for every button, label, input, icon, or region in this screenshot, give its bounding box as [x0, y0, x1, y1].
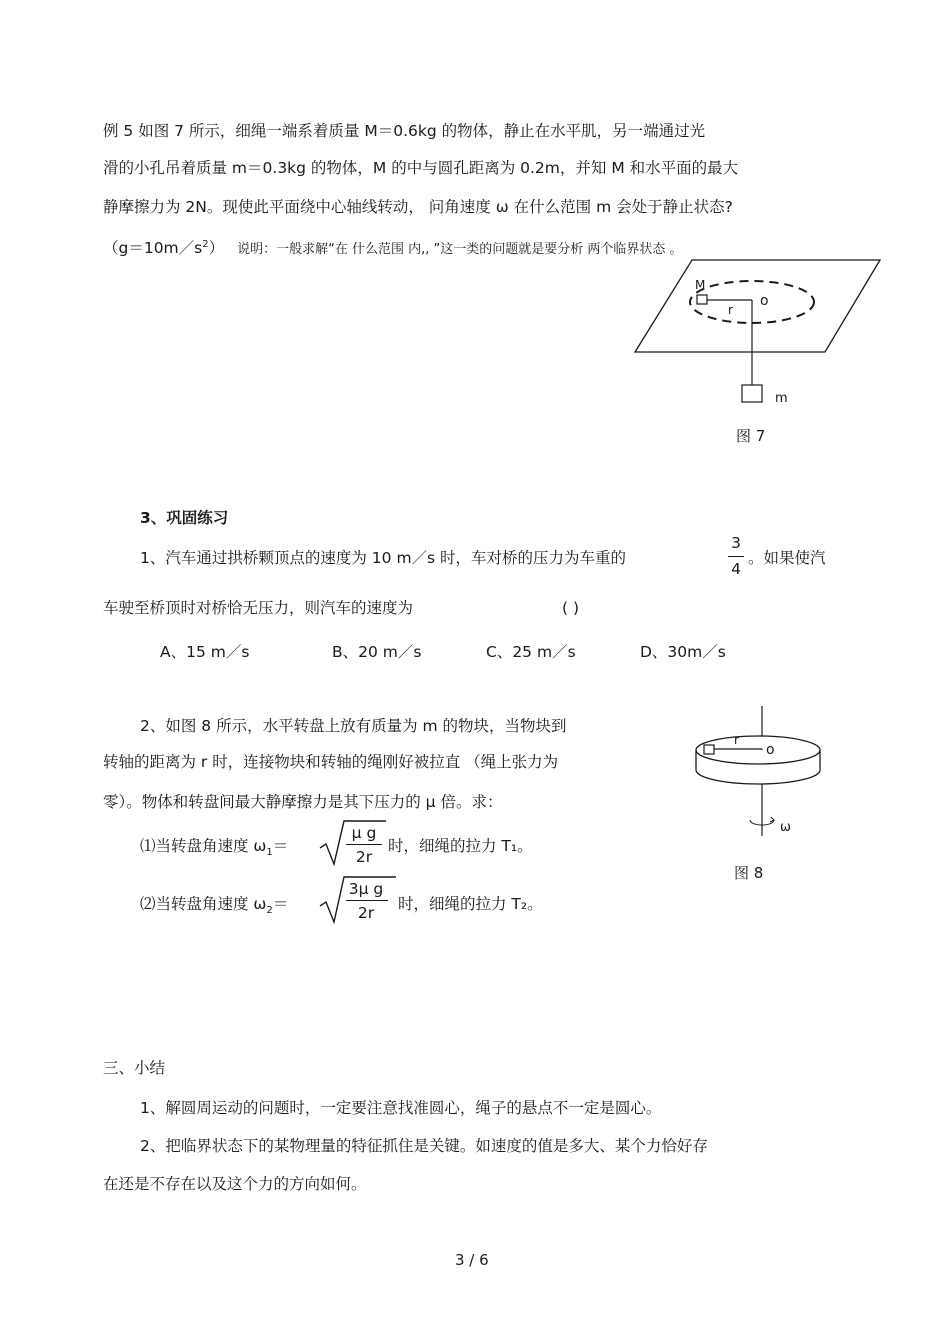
sub1-index: 1: [266, 847, 273, 859]
fraction-numerator: 3: [731, 534, 741, 552]
q2-sub2-tail: 时，细绳的拉力 T₂。: [398, 895, 543, 913]
q2-sub1-tail: 时，细绳的拉力 T₁。: [388, 837, 533, 855]
figure7-caption: 图 7: [736, 427, 766, 445]
figure-7: [630, 255, 885, 445]
block-m: [742, 385, 762, 402]
sub2-equals: ＝: [272, 895, 289, 913]
label-r: r: [728, 303, 733, 317]
sub2-fraction-bar: [346, 900, 388, 901]
example5-line4: [103, 235, 682, 260]
gravity-close: ）: [208, 239, 225, 258]
sub2-index: 2: [266, 905, 273, 917]
sub2-denominator: 2r: [357, 904, 375, 922]
q1-line2: 车驶至桥顶时对桥恰无压力，则汽车的速度为: [103, 599, 414, 617]
label-m: m: [775, 391, 788, 406]
turntable-bottom: [696, 770, 820, 784]
q1-line1-tail: 。如果使汽: [748, 549, 826, 567]
figure8-caption: 图 8: [734, 864, 764, 882]
option-c: C、25 m／s: [486, 643, 576, 661]
label-r-fig8: r: [734, 733, 739, 747]
summary-item2-line2: 在还是不存在以及这个力的方向如何。: [103, 1175, 367, 1193]
summary-title: 三、小结: [103, 1059, 166, 1077]
section3-title: 3、巩固练习: [140, 509, 229, 527]
figure-8: [688, 700, 828, 840]
exponent: 2: [202, 239, 209, 250]
page-number: 3 / 6: [455, 1251, 489, 1269]
label-M: M: [695, 278, 706, 292]
summary-item1: 1、解圆周运动的问题时，一定要注意找准圆心，绳子的悬点不一定是圆心。: [140, 1099, 662, 1117]
sub1-equals: ＝: [272, 837, 289, 855]
label-o: o: [760, 293, 769, 309]
option-d: D、30m／s: [640, 643, 726, 661]
block-M: [697, 295, 707, 304]
q1-line1: 1、汽车通过拱桥颗顶点的速度为 10 m／s 时，车对桥的压力为车重的: [140, 549, 627, 567]
q2-line1: 2、如图 8 所示，水平转盘上放有质量为 m 的物块，当物块到: [140, 717, 567, 735]
summary-item2-line1: 2、把临界状态下的某物理量的特征抓住是关键。如速度的值是多大、某个力恰好存: [140, 1137, 708, 1155]
gravity-value: （g＝10m／s: [103, 239, 203, 258]
q2-line2: 转轴的距离为 r 时，连接物块和转轴的绳刚好被拉直 （绳上张力为: [103, 753, 559, 771]
answer-bracket: ( ): [562, 599, 580, 617]
example5-line1: 例 5 如图 7 所示，细绳一端系着质量 M＝0.6kg 的物体，静止在水平肌，另一端通过光: [103, 122, 706, 140]
sub1-text: ⑴当转盘角速度 ω: [140, 837, 267, 855]
sub1-fraction-bar: [346, 844, 382, 845]
q2-sub1-label: [140, 836, 288, 863]
option-a: A、15 m／s: [160, 643, 250, 661]
label-omega: ω: [780, 820, 791, 835]
fraction-denominator: 4: [731, 560, 741, 578]
q2-sub2-label: [140, 894, 288, 921]
label-o-fig8: o: [766, 742, 775, 758]
sub2-numerator: 3μ g: [348, 880, 384, 898]
block-on-turntable: [704, 745, 714, 754]
example5-line3: 静摩擦力为 2N。现使此平面绕中心轴线转动， 问角速度 ω 在什么范围 m 会处于静止状态?: [103, 198, 733, 216]
q2-line3: 零）。物体和转盘间最大静摩擦力是其下压力的 μ 倍。求：: [103, 793, 503, 811]
option-b: B、20 m／s: [332, 643, 422, 661]
explanation-note: 说明：一般求解“在 什么范围 内,, ”这一类的问题就是要分析 两个临界状态 。: [237, 242, 683, 258]
sub1-numerator: μ g: [351, 824, 377, 842]
sub1-denominator: 2r: [355, 848, 373, 866]
fraction-bar: [728, 556, 744, 557]
horizontal-plane: [635, 260, 880, 352]
sub2-text: ⑵当转盘角速度 ω: [140, 895, 267, 913]
example5-line2: 滑的小孔吊着质量 m＝0.3kg 的物体，M 的中与圆孔距离为 0.2m，并知 M 和水平面的最大: [103, 159, 739, 177]
